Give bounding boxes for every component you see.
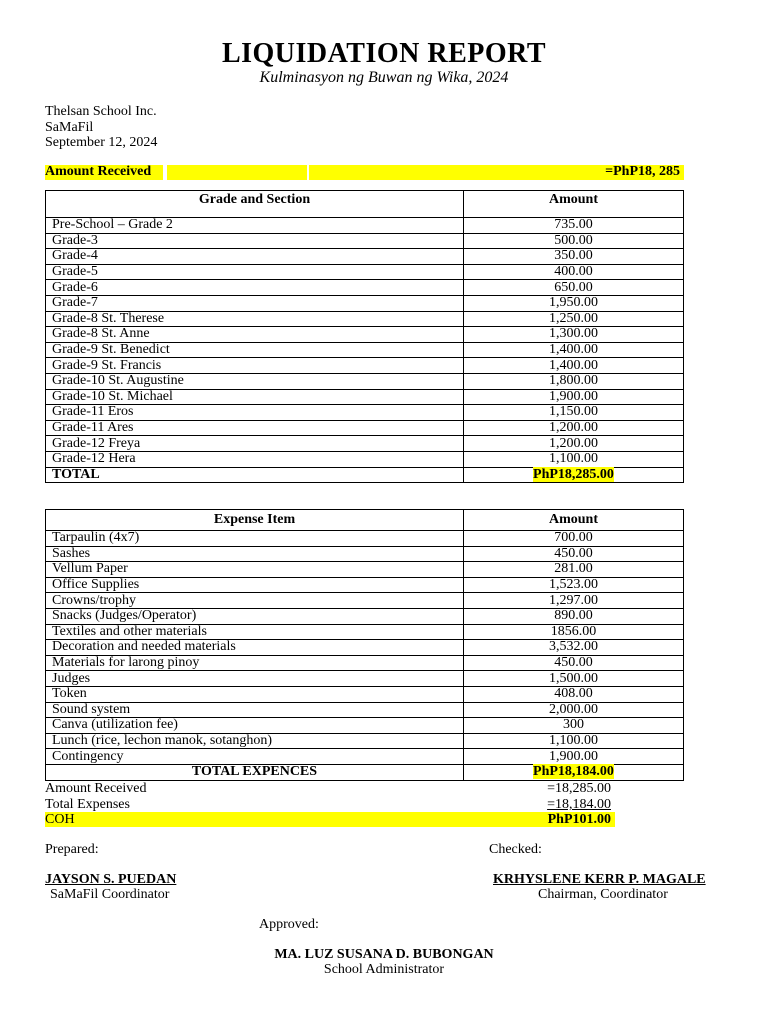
grade-row-label: Grade-10 St. Augustine — [46, 373, 464, 389]
prepared-name: JAYSON S. PUEDAN — [45, 872, 177, 887]
expense-row — [46, 749, 684, 765]
summary-coh-row — [45, 812, 615, 827]
expense-row — [46, 702, 684, 718]
expense-row — [46, 733, 684, 749]
expense-row-amount: 1,500.00 — [464, 671, 684, 687]
grade-row — [46, 358, 684, 374]
grade-row-amount: 400.00 — [464, 264, 684, 280]
report-title: LIQUIDATION REPORT — [221, 38, 547, 69]
grade-header-amount: Amount — [464, 191, 684, 218]
expense-row-label: Decoration and needed materials — [46, 640, 464, 656]
checked-role: Chairman, Coordinator — [538, 887, 668, 902]
prepared-role: SaMaFil Coordinator — [50, 887, 170, 902]
expense-row — [46, 640, 684, 656]
grade-row-amount: 1,200.00 — [464, 420, 684, 436]
grade-row-amount: 735.00 — [464, 218, 684, 234]
prepared-label: Prepared: — [45, 842, 99, 857]
grade-row — [46, 327, 684, 343]
grade-header-name: Grade and Section — [46, 191, 464, 218]
grade-row-amount: 1,400.00 — [464, 358, 684, 374]
grade-row-label: Grade-5 — [46, 264, 464, 280]
expense-row — [46, 531, 684, 547]
expense-row-label: Materials for larong pinoy — [46, 655, 464, 671]
grade-row — [46, 249, 684, 265]
expense-row-label: Sound system — [46, 702, 464, 718]
expense-header-amount: Amount — [464, 510, 684, 531]
grade-row-label: Pre-School – Grade 2 — [46, 218, 464, 234]
expense-row-label: Token — [46, 686, 464, 702]
expense-row — [46, 546, 684, 562]
summary-received-label: Amount Received — [45, 781, 147, 796]
grade-row — [46, 233, 684, 249]
grade-row-amount: 1,100.00 — [464, 451, 684, 467]
grade-section-table — [45, 190, 684, 483]
summary-expenses-row — [45, 797, 615, 812]
expense-row-amount: 281.00 — [464, 562, 684, 578]
grade-row — [46, 389, 684, 405]
expense-row-label: Canva (utilization fee) — [46, 718, 464, 734]
summary-received-value: =18,285.00 — [547, 781, 611, 796]
total-label: TOTAL — [46, 467, 464, 483]
expense-row-amount: 700.00 — [464, 531, 684, 547]
approved-role: School Administrator — [323, 962, 445, 977]
expense-row-amount: 408.00 — [464, 686, 684, 702]
expense-row-label: Vellum Paper — [46, 562, 464, 578]
expense-row-label: Contingency — [46, 749, 464, 765]
expense-row-total — [46, 764, 684, 780]
expense-row-amount: 1,297.00 — [464, 593, 684, 609]
grade-row — [46, 218, 684, 234]
department-name: SaMaFil — [45, 120, 94, 135]
expense-row — [46, 593, 684, 609]
grade-row-label: Grade-11 Ares — [46, 420, 464, 436]
expense-row-label: Snacks (Judges/Operator) — [46, 608, 464, 624]
grade-row-label: Grade-8 St. Therese — [46, 311, 464, 327]
grade-row-label: Grade-10 St. Michael — [46, 389, 464, 405]
grade-row — [46, 264, 684, 280]
expense-row-amount: 1,523.00 — [464, 577, 684, 593]
grade-row-label: Grade-12 Freya — [46, 436, 464, 452]
total-value: PhP18,184.00 — [533, 764, 614, 780]
grade-row — [46, 405, 684, 421]
expense-row — [46, 562, 684, 578]
grade-row-amount: 1,900.00 — [464, 389, 684, 405]
expense-row — [46, 686, 684, 702]
report-date: September 12, 2024 — [45, 135, 158, 150]
grade-row — [46, 373, 684, 389]
grade-row-label: Grade-8 St. Anne — [46, 327, 464, 343]
expense-row-label: Tarpaulin (4x7) — [46, 531, 464, 547]
expense-row-amount: 450.00 — [464, 546, 684, 562]
grade-row-amount: 1,800.00 — [464, 373, 684, 389]
grade-row-amount: 1,950.00 — [464, 295, 684, 311]
grade-row-label: Grade-7 — [46, 295, 464, 311]
amount-received-value: =PhP18, 285 — [605, 164, 680, 179]
expense-row — [46, 577, 684, 593]
summary-received-row — [45, 781, 615, 796]
approved-name: MA. LUZ SUSANA D. BUBONGAN — [274, 947, 494, 962]
grade-row-label: Grade-4 — [46, 249, 464, 265]
grade-row-amount: 350.00 — [464, 249, 684, 265]
grade-row-amount: 500.00 — [464, 233, 684, 249]
total-value: PhP18,285.00 — [533, 466, 614, 482]
total-label: TOTAL EXPENCES — [46, 764, 464, 780]
approved-label: Approved: — [259, 917, 319, 932]
expense-row — [46, 624, 684, 640]
grade-row-label: Grade-9 St. Benedict — [46, 342, 464, 358]
grade-row — [46, 342, 684, 358]
grade-row-label: Grade-3 — [46, 233, 464, 249]
grade-row-label: Grade-11 Eros — [46, 405, 464, 421]
expense-row-amount: 1,100.00 — [464, 733, 684, 749]
expense-row-label: Judges — [46, 671, 464, 687]
grade-row — [46, 451, 684, 467]
grade-row-total — [46, 467, 684, 483]
grade-row-amount: 1,150.00 — [464, 405, 684, 421]
expense-row-label: Office Supplies — [46, 577, 464, 593]
grade-row — [46, 295, 684, 311]
grade-row — [46, 280, 684, 296]
amount-received-label: Amount Received — [45, 164, 152, 179]
expense-table — [45, 509, 684, 781]
grade-row — [46, 420, 684, 436]
expense-row-label: Crowns/trophy — [46, 593, 464, 609]
expense-row-amount: 890.00 — [464, 608, 684, 624]
expense-header-name: Expense Item — [46, 510, 464, 531]
grade-row-label: Grade-6 — [46, 280, 464, 296]
expense-row — [46, 718, 684, 734]
grade-row-amount: 1,400.00 — [464, 342, 684, 358]
report-subtitle: Kulminasyon ng Buwan ng Wika, 2024 — [259, 69, 509, 86]
grade-row-amount: 1,250.00 — [464, 311, 684, 327]
expense-row-amount: 450.00 — [464, 655, 684, 671]
grade-row-amount: 650.00 — [464, 280, 684, 296]
expense-row-label: Lunch (rice, lechon manok, sotanghon) — [46, 733, 464, 749]
expense-row — [46, 608, 684, 624]
expense-row — [46, 671, 684, 687]
expense-row — [46, 655, 684, 671]
grade-row-label: Grade-12 Hera — [46, 451, 464, 467]
expense-row-amount: 3,532.00 — [464, 640, 684, 656]
grade-row — [46, 311, 684, 327]
summary-expenses-value: =18,184.00 — [547, 797, 611, 812]
expense-row-label: Sashes — [46, 546, 464, 562]
expense-row-label: Textiles and other materials — [46, 624, 464, 640]
checked-name: KRHYSLENE KERR P. MAGALE — [493, 872, 706, 887]
summary-expenses-label: Total Expenses — [45, 797, 130, 812]
expense-row-amount: 1856.00 — [464, 624, 684, 640]
grade-row-amount: 1,200.00 — [464, 436, 684, 452]
grade-row-amount: 1,300.00 — [464, 327, 684, 343]
expense-row-amount: 300 — [464, 718, 684, 734]
expense-row-amount: 2,000.00 — [464, 702, 684, 718]
grade-row-label: Grade-9 St. Francis — [46, 358, 464, 374]
grade-row — [46, 436, 684, 452]
summary-coh-label: COH — [45, 812, 75, 827]
school-name: Thelsan School Inc. — [45, 104, 157, 119]
amount-received-bar — [45, 165, 684, 180]
checked-label: Checked: — [489, 842, 542, 857]
summary-coh-value: PhP101.00 — [547, 812, 611, 827]
expense-row-amount: 1,900.00 — [464, 749, 684, 765]
